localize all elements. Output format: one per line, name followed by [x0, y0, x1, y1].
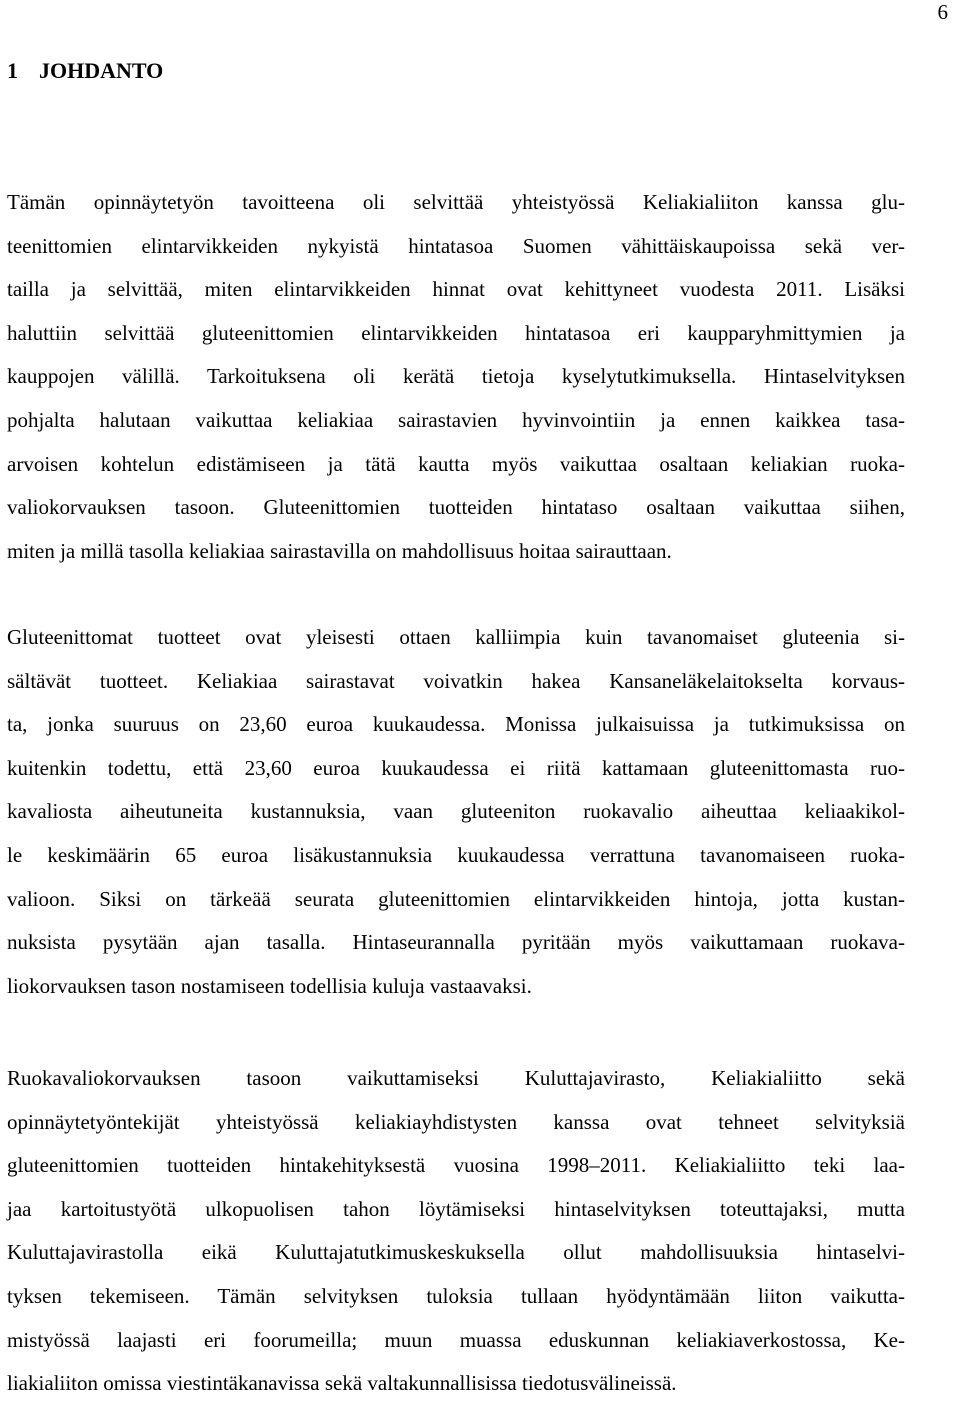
paragraph-line: valiokorvauksen tasoon. Gluteenittomien tuotteiden hintataso osaltaan vaikuttaa siihen,	[7, 495, 905, 520]
paragraph-line: miten ja millä tasolla keliakiaa sairastavilla on mahdollisuus hoitaa sairauttaan.	[7, 538, 672, 563]
paragraph-line: sältävät tuotteet. Keliakiaa sairastavat voivatkin hakea Kansaneläkelaitokselta korvaus-	[7, 668, 905, 693]
paragraph-line: opinnäytetyöntekijät yhteistyössä keliakiayhdistysten kanssa ovat tehneet selvityksiä	[7, 1109, 905, 1134]
paragraph-line: nuksista pysytään ajan tasalla. Hintaseurannalla pyritään myös vaikuttamaan ruokava-	[7, 930, 905, 955]
paragraph-line: Kuluttajavirastolla eikä Kuluttajatutkimuskeskuksella ollut mahdollisuuksia hintaselvi-	[7, 1240, 905, 1265]
paragraph-line: jaa kartoitustyötä ulkopuolisen tahon löytämiseksi hintaselvityksen toteuttajaksi, mutta	[7, 1196, 905, 1221]
section-heading	[7, 57, 163, 85]
paragraph-line: le keskimäärin 65 euroa lisäkustannuksia kuukaudessa verrattuna tavanomaiseen ruoka-	[7, 842, 905, 867]
paragraph-line: Ruokavaliokorvauksen tasoon vaikuttamiseksi Kuluttajavirasto, Keliakialiitto sekä	[7, 1066, 905, 1090]
paragraph-1	[7, 181, 905, 573]
paragraph-line: Gluteenittomat tuotteet ovat yleisesti ottaen kalliimpia kuin tavanomaiset gluteenia si-	[7, 625, 905, 649]
paragraph-2	[7, 616, 905, 1008]
paragraph-line: mistyössä laajasti eri foorumeilla; muun muassa eduskunnan keliakiaverkostossa, Ke-	[7, 1327, 905, 1352]
paragraph-line: liakialiiton omissa viestintäkanavissa sekä valtakunnallisissa tiedotusvälineissä.	[7, 1371, 677, 1396]
paragraph-3	[7, 1057, 905, 1406]
section-title: JOHDANTO	[39, 58, 164, 83]
paragraph-line: pohjalta halutaan vaikuttaa keliakiaa sairastavien hyvinvointiin ja ennen kaikkea tasa-	[7, 407, 905, 432]
paragraph-line: kavaliosta aiheutuneita kustannuksia, vaan gluteeniton ruokavalio aiheuttaa keliaakikol-	[7, 799, 905, 824]
paragraph-line: haluttiin selvittää gluteenittomien elintarvikkeiden hintatasoa eri kaupparyhmittymien ja	[7, 320, 905, 345]
paragraph-line: valioon. Siksi on tärkeää seurata gluteenittomien elintarvikkeiden hintoja, jotta kustan-	[7, 886, 905, 911]
paragraph-line: ta, jonka suuruus on 23,60 euroa kuukaudessa. Monissa julkaisuissa ja tutkimuksissa on	[7, 712, 905, 737]
paragraph-line: teenittomien elintarvikkeiden nykyistä hintatasoa Suomen vähittäiskaupoissa sekä ver-	[7, 233, 905, 258]
paragraph-line: kuitenkin todettu, että 23,60 euroa kuukaudessa ei riitä kattamaan gluteenittomasta ruo-	[7, 755, 905, 780]
paragraph-line: Tämän opinnäytetyön tavoitteena oli selvittää yhteistyössä Keliakialiiton kanssa glu-	[7, 190, 905, 214]
paragraph-line: tyksen tekemiseen. Tämän selvityksen tuloksia tullaan hyödyntämään liiton vaikutta-	[7, 1283, 905, 1308]
page-number: 6	[937, 0, 948, 24]
paragraph-line: arvoisen kohtelun edistämiseen ja tätä kautta myös vaikuttaa osaltaan keliakian ruoka-	[7, 451, 905, 476]
paragraph-line: gluteenittomien tuotteiden hintakehityksestä vuosina 1998–2011. Keliakialiitto teki laa-	[7, 1153, 905, 1178]
section-number: 1	[7, 58, 18, 83]
paragraph-line: liokorvauksen tason nostamiseen todellisia kuluja vastaavaksi.	[7, 973, 532, 998]
paragraph-line: tailla ja selvittää, miten elintarvikkeiden hinnat ovat kehittyneet vuodesta 2011. Lisäksi	[7, 277, 905, 302]
paragraph-line: kauppojen välillä. Tarkoituksena oli kerätä tietoja kyselytutkimuksella. Hintaselvityksen	[7, 364, 905, 389]
